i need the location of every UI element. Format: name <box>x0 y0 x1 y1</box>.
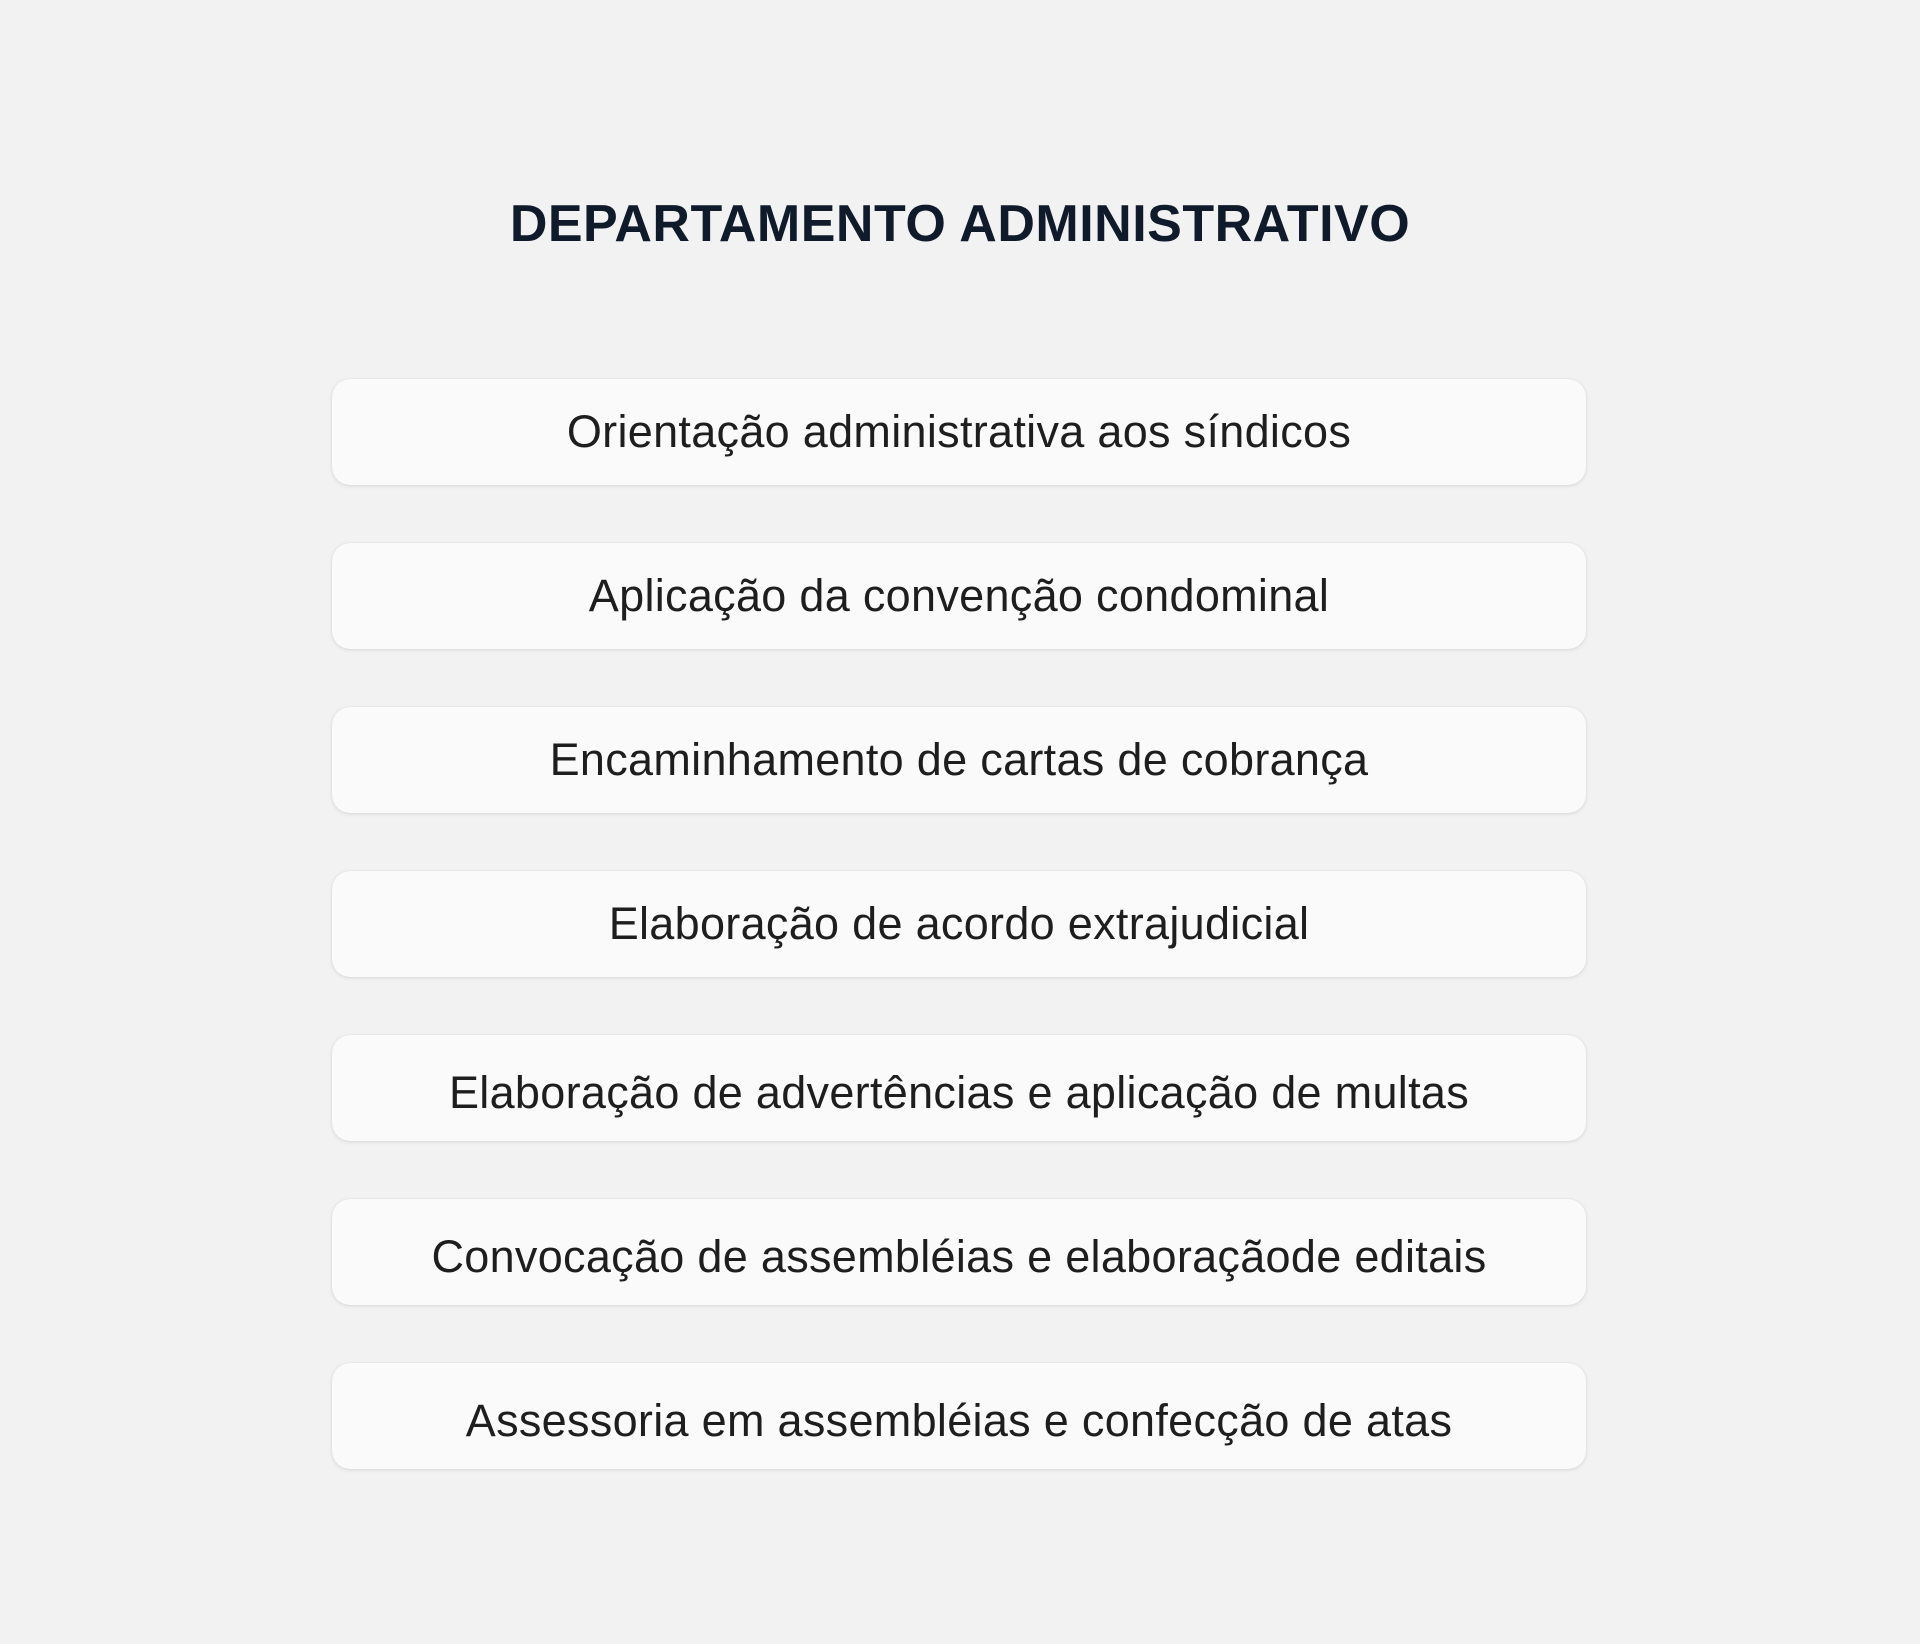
service-card-cobranca <box>332 707 1586 813</box>
service-card-advertencias <box>332 1035 1586 1141</box>
service-label: Assessoria em assembléias e confecção de atas <box>465 1395 1453 1446</box>
service-card-orientacao <box>332 379 1586 485</box>
service-card-convocacao <box>332 1199 1586 1305</box>
service-label: Elaboração de acordo extrajudicial <box>608 898 1310 949</box>
service-label: Elaboração de advertências e aplicação de multas <box>448 1067 1470 1118</box>
service-label: Aplicação da convenção condominal <box>588 570 1330 621</box>
service-card-assessoria <box>332 1363 1586 1469</box>
service-card-acordo <box>332 871 1586 977</box>
page-title: DEPARTAMENTO ADMINISTRATIVO <box>509 195 1411 253</box>
service-label: Orientação administrativa aos síndicos <box>566 406 1352 457</box>
service-label: Convocação de assembléias e elaboraçãode editais <box>431 1231 1487 1282</box>
service-card-convencao <box>332 543 1586 649</box>
service-label: Encaminhamento de cartas de cobrança <box>549 734 1369 785</box>
service-list <box>332 379 1586 1527</box>
